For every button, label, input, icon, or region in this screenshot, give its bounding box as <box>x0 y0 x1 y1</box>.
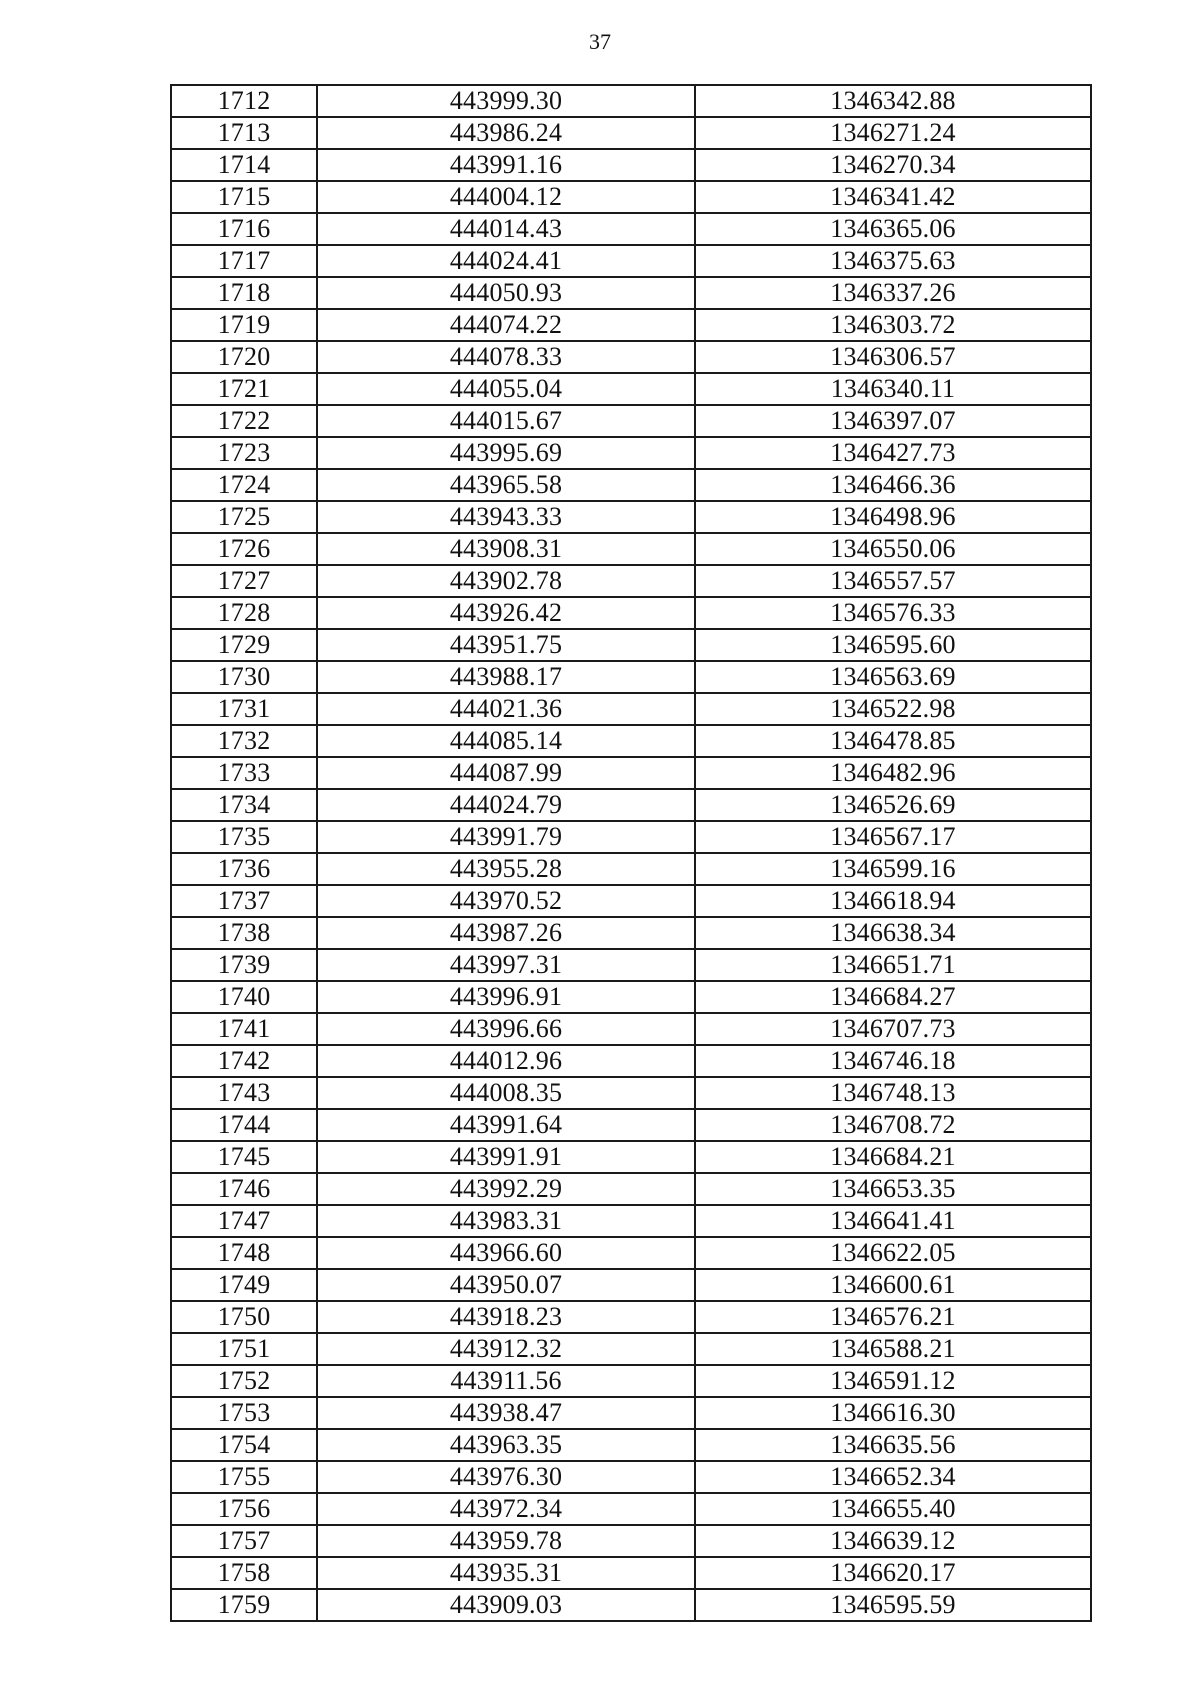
point-number-cell: 1753 <box>171 1397 317 1429</box>
point-number-cell: 1732 <box>171 725 317 757</box>
table-row <box>171 277 1091 309</box>
y-coordinate-cell: 1346653.35 <box>695 1173 1091 1205</box>
y-coordinate-cell: 1346652.34 <box>695 1461 1091 1493</box>
table-row <box>171 309 1091 341</box>
coordinates-table <box>170 84 1092 1622</box>
table-row <box>171 821 1091 853</box>
point-number-cell: 1746 <box>171 1173 317 1205</box>
x-coordinate-cell: 443983.31 <box>317 1205 695 1237</box>
y-coordinate-cell: 1346576.33 <box>695 597 1091 629</box>
x-coordinate-cell: 443918.23 <box>317 1301 695 1333</box>
coordinates-table-body <box>171 85 1091 1621</box>
x-coordinate-cell: 443992.29 <box>317 1173 695 1205</box>
x-coordinate-cell: 443997.31 <box>317 949 695 981</box>
y-coordinate-cell: 1346622.05 <box>695 1237 1091 1269</box>
point-number-cell: 1712 <box>171 85 317 117</box>
table-row <box>171 565 1091 597</box>
point-number-cell: 1715 <box>171 181 317 213</box>
table-row <box>171 149 1091 181</box>
page-number: 37 <box>589 29 611 54</box>
x-coordinate-cell: 443995.69 <box>317 437 695 469</box>
table-row <box>171 85 1091 117</box>
x-coordinate-cell: 443986.24 <box>317 117 695 149</box>
table-row <box>171 469 1091 501</box>
y-coordinate-cell: 1346641.41 <box>695 1205 1091 1237</box>
point-number-cell: 1733 <box>171 757 317 789</box>
y-coordinate-cell: 1346342.88 <box>695 85 1091 117</box>
point-number-cell: 1739 <box>171 949 317 981</box>
x-coordinate-cell: 444024.41 <box>317 245 695 277</box>
y-coordinate-cell: 1346478.85 <box>695 725 1091 757</box>
table-row <box>171 341 1091 373</box>
y-coordinate-cell: 1346526.69 <box>695 789 1091 821</box>
x-coordinate-cell: 443966.60 <box>317 1237 695 1269</box>
point-number-cell: 1747 <box>171 1205 317 1237</box>
table-row <box>171 1589 1091 1621</box>
x-coordinate-cell: 444024.79 <box>317 789 695 821</box>
x-coordinate-cell: 443955.28 <box>317 853 695 885</box>
point-number-cell: 1740 <box>171 981 317 1013</box>
x-coordinate-cell: 443999.30 <box>317 85 695 117</box>
point-number-cell: 1719 <box>171 309 317 341</box>
point-number-cell: 1754 <box>171 1429 317 1461</box>
table-row <box>171 853 1091 885</box>
table-row <box>171 885 1091 917</box>
point-number-cell: 1718 <box>171 277 317 309</box>
table-row <box>171 1109 1091 1141</box>
table-row <box>171 629 1091 661</box>
table-row <box>171 1365 1091 1397</box>
point-number-cell: 1752 <box>171 1365 317 1397</box>
table-row <box>171 1493 1091 1525</box>
x-coordinate-cell: 443912.32 <box>317 1333 695 1365</box>
table-row <box>171 661 1091 693</box>
point-number-cell: 1736 <box>171 853 317 885</box>
table-row <box>171 1301 1091 1333</box>
y-coordinate-cell: 1346498.96 <box>695 501 1091 533</box>
point-number-cell: 1734 <box>171 789 317 821</box>
point-number-cell: 1716 <box>171 213 317 245</box>
point-number-cell: 1722 <box>171 405 317 437</box>
y-coordinate-cell: 1346651.71 <box>695 949 1091 981</box>
y-coordinate-cell: 1346591.12 <box>695 1365 1091 1397</box>
x-coordinate-cell: 443991.79 <box>317 821 695 853</box>
point-number-cell: 1727 <box>171 565 317 597</box>
x-coordinate-cell: 443908.31 <box>317 533 695 565</box>
table-row <box>171 1205 1091 1237</box>
x-coordinate-cell: 444085.14 <box>317 725 695 757</box>
table-row <box>171 405 1091 437</box>
table-row <box>171 181 1091 213</box>
table-row <box>171 1045 1091 1077</box>
x-coordinate-cell: 444050.93 <box>317 277 695 309</box>
point-number-cell: 1744 <box>171 1109 317 1141</box>
x-coordinate-cell: 443976.30 <box>317 1461 695 1493</box>
y-coordinate-cell: 1346365.06 <box>695 213 1091 245</box>
table-row <box>171 1557 1091 1589</box>
table-row <box>171 1141 1091 1173</box>
table-row <box>171 1173 1091 1205</box>
x-coordinate-cell: 443991.64 <box>317 1109 695 1141</box>
x-coordinate-cell: 443965.58 <box>317 469 695 501</box>
x-coordinate-cell: 444015.67 <box>317 405 695 437</box>
point-number-cell: 1749 <box>171 1269 317 1301</box>
x-coordinate-cell: 443987.26 <box>317 917 695 949</box>
x-coordinate-cell: 443943.33 <box>317 501 695 533</box>
point-number-cell: 1713 <box>171 117 317 149</box>
y-coordinate-cell: 1346748.13 <box>695 1077 1091 1109</box>
point-number-cell: 1723 <box>171 437 317 469</box>
y-coordinate-cell: 1346270.34 <box>695 149 1091 181</box>
point-number-cell: 1751 <box>171 1333 317 1365</box>
point-number-cell: 1720 <box>171 341 317 373</box>
x-coordinate-cell: 444004.12 <box>317 181 695 213</box>
x-coordinate-cell: 443959.78 <box>317 1525 695 1557</box>
x-coordinate-cell: 444014.43 <box>317 213 695 245</box>
point-number-cell: 1717 <box>171 245 317 277</box>
point-number-cell: 1725 <box>171 501 317 533</box>
point-number-cell: 1741 <box>171 1013 317 1045</box>
point-number-cell: 1759 <box>171 1589 317 1621</box>
y-coordinate-cell: 1346271.24 <box>695 117 1091 149</box>
point-number-cell: 1735 <box>171 821 317 853</box>
point-number-cell: 1756 <box>171 1493 317 1525</box>
table-row <box>171 1397 1091 1429</box>
y-coordinate-cell: 1346595.60 <box>695 629 1091 661</box>
point-number-cell: 1724 <box>171 469 317 501</box>
point-number-cell: 1714 <box>171 149 317 181</box>
y-coordinate-cell: 1346563.69 <box>695 661 1091 693</box>
point-number-cell: 1748 <box>171 1237 317 1269</box>
point-number-cell: 1750 <box>171 1301 317 1333</box>
point-number-cell: 1737 <box>171 885 317 917</box>
point-number-cell: 1757 <box>171 1525 317 1557</box>
table-row <box>171 1237 1091 1269</box>
x-coordinate-cell: 443911.56 <box>317 1365 695 1397</box>
table-row <box>171 1269 1091 1301</box>
table-row <box>171 1429 1091 1461</box>
y-coordinate-cell: 1346567.17 <box>695 821 1091 853</box>
y-coordinate-cell: 1346655.40 <box>695 1493 1091 1525</box>
x-coordinate-cell: 443926.42 <box>317 597 695 629</box>
y-coordinate-cell: 1346635.56 <box>695 1429 1091 1461</box>
x-coordinate-cell: 444074.22 <box>317 309 695 341</box>
x-coordinate-cell: 443970.52 <box>317 885 695 917</box>
y-coordinate-cell: 1346618.94 <box>695 885 1091 917</box>
y-coordinate-cell: 1346340.11 <box>695 373 1091 405</box>
x-coordinate-cell: 443951.75 <box>317 629 695 661</box>
y-coordinate-cell: 1346303.72 <box>695 309 1091 341</box>
y-coordinate-cell: 1346522.98 <box>695 693 1091 725</box>
point-number-cell: 1721 <box>171 373 317 405</box>
table-row <box>171 501 1091 533</box>
point-number-cell: 1755 <box>171 1461 317 1493</box>
y-coordinate-cell: 1346576.21 <box>695 1301 1091 1333</box>
y-coordinate-cell: 1346746.18 <box>695 1045 1091 1077</box>
y-coordinate-cell: 1346341.42 <box>695 181 1091 213</box>
table-row <box>171 533 1091 565</box>
table-row <box>171 597 1091 629</box>
x-coordinate-cell: 444008.35 <box>317 1077 695 1109</box>
x-coordinate-cell: 443909.03 <box>317 1589 695 1621</box>
y-coordinate-cell: 1346306.57 <box>695 341 1091 373</box>
point-number-cell: 1742 <box>171 1045 317 1077</box>
point-number-cell: 1726 <box>171 533 317 565</box>
y-coordinate-cell: 1346620.17 <box>695 1557 1091 1589</box>
y-coordinate-cell: 1346550.06 <box>695 533 1091 565</box>
point-number-cell: 1743 <box>171 1077 317 1109</box>
table-row <box>171 917 1091 949</box>
y-coordinate-cell: 1346599.16 <box>695 853 1091 885</box>
table-row <box>171 373 1091 405</box>
x-coordinate-cell: 443991.91 <box>317 1141 695 1173</box>
y-coordinate-cell: 1346397.07 <box>695 405 1091 437</box>
table-row <box>171 117 1091 149</box>
table-row <box>171 981 1091 1013</box>
x-coordinate-cell: 443950.07 <box>317 1269 695 1301</box>
y-coordinate-cell: 1346708.72 <box>695 1109 1091 1141</box>
point-number-cell: 1728 <box>171 597 317 629</box>
table-row <box>171 725 1091 757</box>
x-coordinate-cell: 443996.91 <box>317 981 695 1013</box>
x-coordinate-cell: 443991.16 <box>317 149 695 181</box>
table-row <box>171 1013 1091 1045</box>
y-coordinate-cell: 1346375.63 <box>695 245 1091 277</box>
table-row <box>171 1525 1091 1557</box>
table-row <box>171 949 1091 981</box>
y-coordinate-cell: 1346482.96 <box>695 757 1091 789</box>
x-coordinate-cell: 444087.99 <box>317 757 695 789</box>
y-coordinate-cell: 1346638.34 <box>695 917 1091 949</box>
x-coordinate-cell: 444021.36 <box>317 693 695 725</box>
x-coordinate-cell: 444078.33 <box>317 341 695 373</box>
y-coordinate-cell: 1346595.59 <box>695 1589 1091 1621</box>
y-coordinate-cell: 1346639.12 <box>695 1525 1091 1557</box>
x-coordinate-cell: 443972.34 <box>317 1493 695 1525</box>
point-number-cell: 1729 <box>171 629 317 661</box>
table-row <box>171 1077 1091 1109</box>
point-number-cell: 1745 <box>171 1141 317 1173</box>
y-coordinate-cell: 1346616.30 <box>695 1397 1091 1429</box>
x-coordinate-cell: 444055.04 <box>317 373 695 405</box>
x-coordinate-cell: 443996.66 <box>317 1013 695 1045</box>
table-row <box>171 757 1091 789</box>
y-coordinate-cell: 1346337.26 <box>695 277 1091 309</box>
x-coordinate-cell: 443935.31 <box>317 1557 695 1589</box>
y-coordinate-cell: 1346684.27 <box>695 981 1091 1013</box>
table-row <box>171 213 1091 245</box>
point-number-cell: 1731 <box>171 693 317 725</box>
y-coordinate-cell: 1346600.61 <box>695 1269 1091 1301</box>
table-row <box>171 245 1091 277</box>
y-coordinate-cell: 1346707.73 <box>695 1013 1091 1045</box>
table-row <box>171 437 1091 469</box>
x-coordinate-cell: 443963.35 <box>317 1429 695 1461</box>
table-row <box>171 1461 1091 1493</box>
y-coordinate-cell: 1346466.36 <box>695 469 1091 501</box>
table-row <box>171 1333 1091 1365</box>
point-number-cell: 1730 <box>171 661 317 693</box>
y-coordinate-cell: 1346684.21 <box>695 1141 1091 1173</box>
x-coordinate-cell: 444012.96 <box>317 1045 695 1077</box>
table-row <box>171 693 1091 725</box>
x-coordinate-cell: 443938.47 <box>317 1397 695 1429</box>
y-coordinate-cell: 1346588.21 <box>695 1333 1091 1365</box>
x-coordinate-cell: 443902.78 <box>317 565 695 597</box>
y-coordinate-cell: 1346427.73 <box>695 437 1091 469</box>
point-number-cell: 1758 <box>171 1557 317 1589</box>
point-number-cell: 1738 <box>171 917 317 949</box>
x-coordinate-cell: 443988.17 <box>317 661 695 693</box>
table-row <box>171 789 1091 821</box>
y-coordinate-cell: 1346557.57 <box>695 565 1091 597</box>
